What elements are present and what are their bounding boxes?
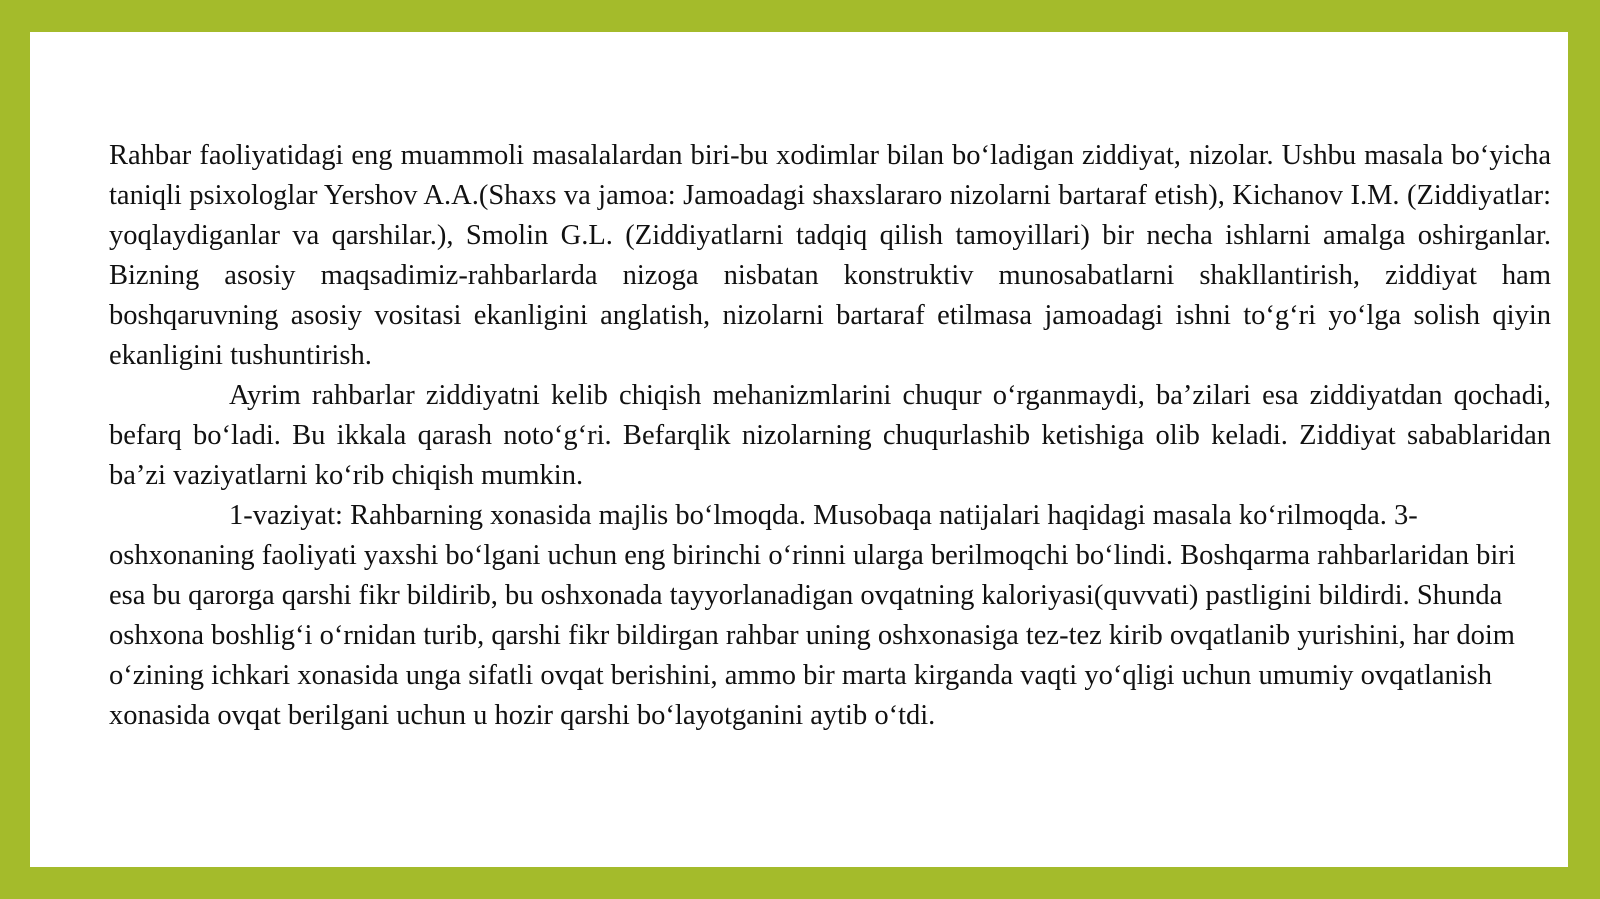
paragraph-situation-1: 1-vaziyat: Rahbarning xonasida majlis bo‘lmoqda. Musobaqa natijalari haqidagi masala ko‘rilmoqda. 3-oshxonaning faoliyati yaxshi bo‘lgani uchun eng birinchi o‘rinni ularga berilmoqchi bo‘lindi. Boshqarma rahbarlaridan biri esa bu qarorga qarshi fikr bildirib, bu oshxonada tayyorlanadigan ovqatning kaloriyasi(quvvati) pastligini bildirdi. Shunda oshxona boshlig‘i o‘rnidan turib, qarshi fikr bildirgan rahbar uning oshxonasiga tez-tez kirib ovqatlanib yurishini, har doim o‘zining ichkari xonasida unga sifatli ovqat berishini, ammo bir marta kirganda vaqti yo‘qligi uchun umumiy ovqatlanish xonasida ovqat berilgani uchun u hozir qarshi bo‘layotganini aytib o‘tdi. (109, 500, 1516, 731)
paragraph-intro: Rahbar faoliyatidagi eng muammoli masalalardan biri-bu xodimlar bilan bo‘ladigan ziddiyat, nizolar. Ushbu masala bo‘yicha taniqli psixologlar Yershov A.A.(Shaxs va jamoa: Jamoadagi shaxslararo nizolarni bartaraf etish), Kichanov I.M. (Ziddiyatlar: yoqlaydiganlar va qarshilar.), Smolin G.L. (Ziddiyatlarni tadqiq qilish tamoyillari) bir necha ishlarni amalga oshirganlar. Bizning asosiy maqsadimiz-rahbarlarda nizoga nisbatan konstruktiv munosabatlarni shakllantirish, ziddiyat ham boshqaruvning asosiy vositasi ekanligini anglatish, nizolarni bartaraf etilmasa jamoadagi ishni to‘g‘ri yo‘lga solish qiyin ekanligini tushuntirish. (109, 140, 1551, 371)
paragraph-managers: Ayrim rahbarlar ziddiyatni kelib chiqish mehanizmlarini chuqur o‘rganmaydi, ba’zilari esa ziddiyatdan qochadi, befarq bo‘ladi. Bu ikkala qarash noto‘g‘ri. Befarqlik nizolarning chuqurlashib ketishiga olib keladi. Ziddiyat sabablaridan ba’zi vaziyatlarni ko‘rib chiqish mumkin. (109, 380, 1551, 491)
slide-frame (30, 32, 1568, 867)
slide-body-text (109, 136, 1551, 736)
